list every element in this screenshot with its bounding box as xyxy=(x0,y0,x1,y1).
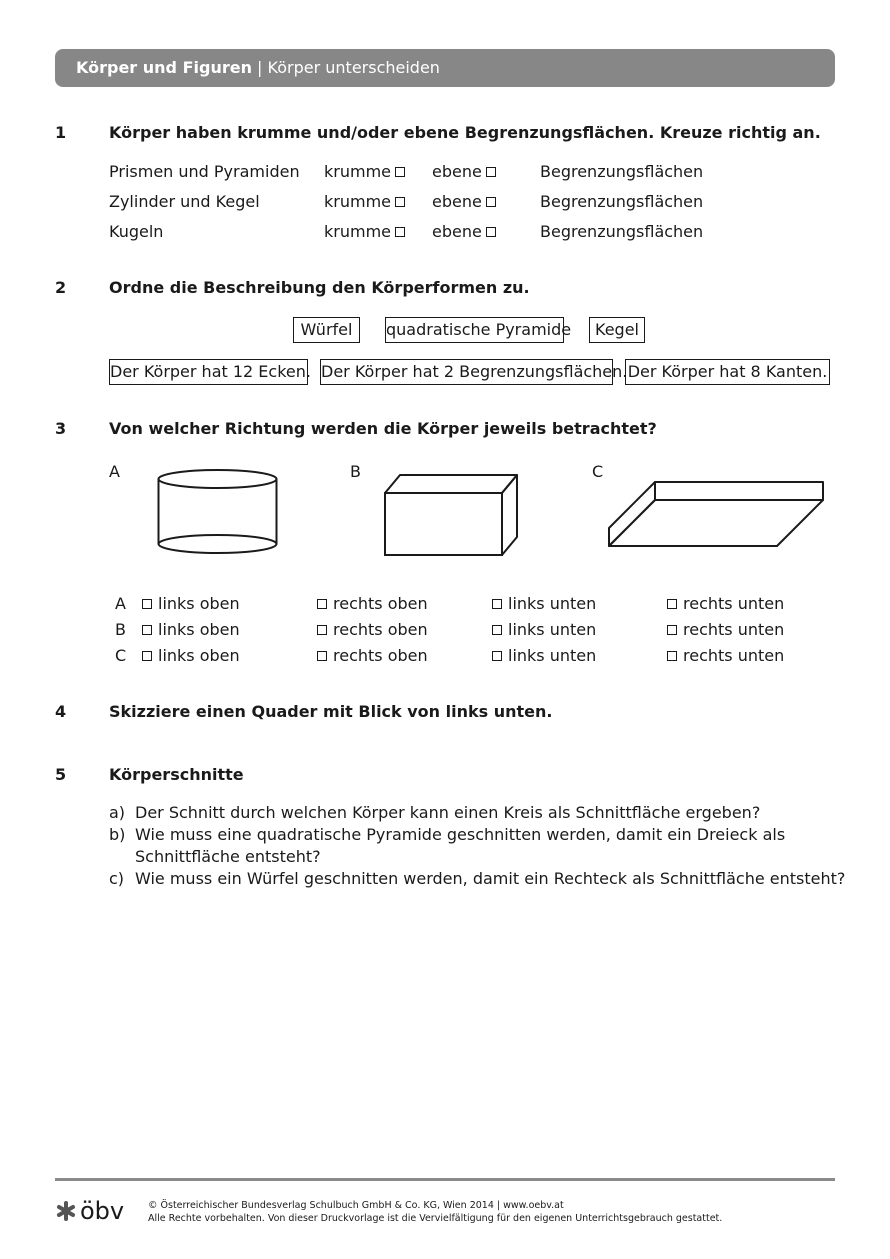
shape-box-kegel[interactable]: Kegel xyxy=(589,317,645,343)
checkbox[interactable] xyxy=(486,227,496,237)
option-b-rechts-oben[interactable]: rechts oben xyxy=(317,620,428,639)
option-a-rechts-oben[interactable]: rechts oben xyxy=(317,594,428,613)
footer-copyright: © Österreichischer Bundesverlag Schulbuch GmbH & Co. KG, Wien 2014 | www.oebv.at Alle Rechte vorbehalten. Von dieser Druckvorlage ist die Vervielfältigung für den eigenen Unterrichtsgebrauch gestattet. xyxy=(148,1200,723,1224)
task3-question: Von welcher Richtung werden die Körper jeweils betrachtet? xyxy=(109,419,657,438)
row-label-a: A xyxy=(115,594,126,613)
task4-question: Skizziere einen Quader mit Blick von links unten. xyxy=(109,702,553,721)
task1-row2-opt1: krumme xyxy=(324,192,409,211)
figure-label-a: A xyxy=(109,462,120,481)
subtask-c-label: c) xyxy=(109,869,125,888)
task2-number: 2 xyxy=(55,278,67,297)
task5-number: 5 xyxy=(55,765,67,784)
row-label-c: C xyxy=(115,646,127,665)
subtask-b-text-cont: Schnittfläche entsteht? xyxy=(135,847,321,866)
figure-label-c: C xyxy=(592,462,604,481)
task4-number: 4 xyxy=(55,702,67,721)
cuboid-figure xyxy=(380,470,525,560)
task1-row2-opt2: ebene xyxy=(432,192,500,211)
checkbox[interactable] xyxy=(142,599,152,609)
task1-row1-opt2: ebene xyxy=(432,162,500,181)
option-c-rechts-oben[interactable]: rechts oben xyxy=(317,646,428,665)
subtask-b-text: Wie muss eine quadratische Pyramide geschnitten werden, damit ein Dreieck als xyxy=(135,825,786,844)
option-c-links-oben[interactable]: links oben xyxy=(142,646,240,665)
flat-prism-figure xyxy=(605,478,830,553)
publisher-star-icon xyxy=(55,1200,77,1222)
option-b-links-unten[interactable]: links unten xyxy=(492,620,596,639)
checkbox[interactable] xyxy=(395,167,405,177)
checkbox[interactable] xyxy=(317,599,327,609)
option-b-rechts-unten[interactable]: rechts unten xyxy=(667,620,784,639)
task1-question: Körper haben krumme und/oder ebene Begrenzungsflächen. Kreuze richtig an. xyxy=(109,123,821,142)
checkbox[interactable] xyxy=(492,599,502,609)
task1-row3-suffix: Begrenzungsflächen xyxy=(540,222,704,241)
task2-question: Ordne die Beschreibung den Körperformen zu. xyxy=(109,278,530,297)
subtask-a-text: Der Schnitt durch welchen Körper kann einen Kreis als Schnittfläche ergeben? xyxy=(135,803,761,822)
checkbox[interactable] xyxy=(395,227,405,237)
checkbox[interactable] xyxy=(317,625,327,635)
header-separator: | xyxy=(251,58,268,77)
checkbox[interactable] xyxy=(667,651,677,661)
subtask-b-label: b) xyxy=(109,825,126,844)
shape-box-pyramide[interactable]: quadratische Pyramide xyxy=(385,317,564,343)
option-b-links-oben[interactable]: links oben xyxy=(142,620,240,639)
checkbox[interactable] xyxy=(667,599,677,609)
checkbox[interactable] xyxy=(492,651,502,661)
figure-label-b: B xyxy=(350,462,361,481)
task5-question: Körperschnitte xyxy=(109,765,244,784)
option-a-rechts-unten[interactable]: rechts unten xyxy=(667,594,784,613)
checkbox[interactable] xyxy=(667,625,677,635)
footer-divider xyxy=(55,1178,835,1181)
shape-box-wuerfel[interactable]: Würfel xyxy=(293,317,360,343)
header-title-rest: Körper unterscheiden xyxy=(267,58,440,77)
publisher-logo: öbv xyxy=(80,1197,125,1225)
cylinder-figure xyxy=(150,465,290,565)
checkbox[interactable] xyxy=(142,625,152,635)
header-title-bold: Körper und Figuren xyxy=(76,58,252,77)
description-box-1[interactable]: Der Körper hat 12 Ecken. xyxy=(109,359,308,385)
subtask-c-text: Wie muss ein Würfel geschnitten werden, damit ein Rechteck als Schnittfläche entsteht? xyxy=(135,869,846,888)
option-c-links-unten[interactable]: links unten xyxy=(492,646,596,665)
checkbox[interactable] xyxy=(486,167,496,177)
task1-row3-opt2: ebene xyxy=(432,222,500,241)
task3-number: 3 xyxy=(55,419,67,438)
checkbox[interactable] xyxy=(492,625,502,635)
task1-row2-suffix: Begrenzungsflächen xyxy=(540,192,704,211)
task1-row3-name: Kugeln xyxy=(109,222,164,241)
subtask-a-label: a) xyxy=(109,803,126,822)
checkbox[interactable] xyxy=(395,197,405,207)
task1-row1-name: Prismen und Pyramiden xyxy=(109,162,300,181)
option-a-links-oben[interactable]: links oben xyxy=(142,594,240,613)
task1-row1-opt1: krumme xyxy=(324,162,409,181)
description-box-3[interactable]: Der Körper hat 8 Kanten. xyxy=(625,359,830,385)
description-box-2[interactable]: Der Körper hat 2 Begrenzungsflächen. xyxy=(320,359,613,385)
option-a-links-unten[interactable]: links unten xyxy=(492,594,596,613)
task1-number: 1 xyxy=(55,123,67,142)
task1-row2-name: Zylinder und Kegel xyxy=(109,192,260,211)
task1-row1-suffix: Begrenzungsflächen xyxy=(540,162,704,181)
header-bar xyxy=(55,49,835,87)
checkbox[interactable] xyxy=(142,651,152,661)
checkbox[interactable] xyxy=(486,197,496,207)
option-c-rechts-unten[interactable]: rechts unten xyxy=(667,646,784,665)
task1-row3-opt1: krumme xyxy=(324,222,409,241)
row-label-b: B xyxy=(115,620,126,639)
checkbox[interactable] xyxy=(317,651,327,661)
